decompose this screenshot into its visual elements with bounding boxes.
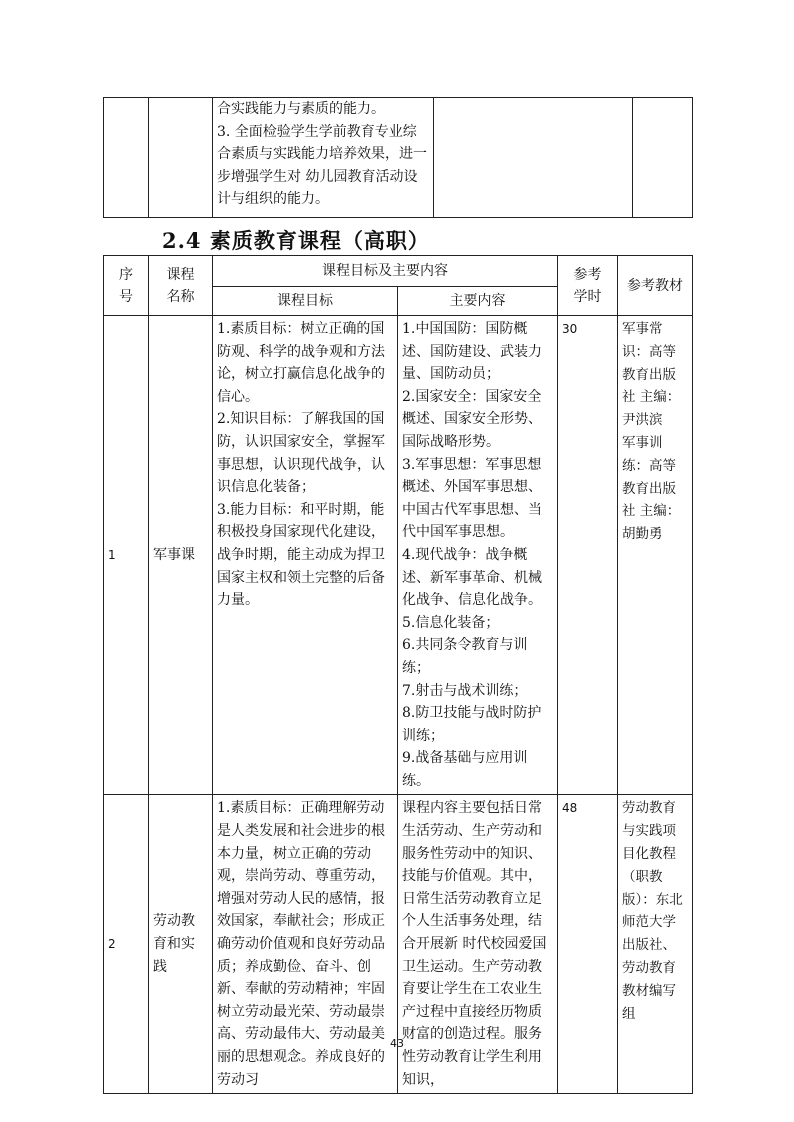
table-row [104,316,693,795]
textbook-text: 劳动教育与实践项目化教程（职教版）：东北师范大学出版社、劳动教育教材编写组 [622,800,683,1022]
goal-text: 1.素质目标：树立正确的国防观、科学的战争观和方法论，树立打赢信息化战争的信心。 2.知识目标：了解我国的国防，认识国家安全，掌握军事思想，认识现代战争，认识信息化装备； 3.能力目标：和平时期，能积极投身国家现代化建设，战争时期，能主动成为捍卫国家主权和领土完整的后备力量。 [217,321,385,609]
name-cell: 劳动教育和实践 [149,795,213,1094]
header-textbook: 参考教材 [618,256,693,316]
header-goal: 课程目标 [213,287,398,316]
header-row [104,256,693,287]
header-content: 主要内容 [398,287,558,316]
content-cell [398,316,558,795]
seq-cell: 1 [104,316,149,795]
textbook-cell [618,316,693,795]
textbook-text: 军事常识：高等教育出版社 主编：尹洪滨 军事训练：高等教育出版社 主编：胡勤勇 [622,321,681,543]
section-title: 2.4 素质教育课程（高职） [162,228,430,253]
hours-cell: 30 [558,316,618,795]
hours-cell [633,98,693,218]
goal-cell [213,98,434,218]
name-cell: 军事课 [149,316,213,795]
goal-text: 1.素质目标：正确理解劳动是人类发展和社会进步的根本力量，树立正确的劳动观，崇尚劳动、尊重劳动，增强对劳动人民的感情，报效国家，奉献社会；形成正确劳动价值观和良好劳动品质；养成勤俭、奋斗、创新、奉献的劳动精神；牢固树立劳动最光荣、劳动最崇高、劳动最伟大、劳动最美丽的思想观念。养成良好的劳动习 [217,800,385,1088]
seq-cell: 2 [104,795,149,1094]
hours-cell: 48 [558,795,618,1094]
seq-cell [104,98,149,218]
goal-cell [213,316,398,795]
name-cell [149,98,213,218]
page-number: 43 [390,1037,404,1050]
goal-text: 合实践能力与素质的能力。 3. 全面检验学生学前教育专业综合素质与实践能力培养效果，进一步增强学生对 幼儿园教育活动设计与组织的能力。 [217,101,427,208]
course-table [103,255,693,1094]
header-seq: 序号 [104,256,149,316]
continued-table [103,97,693,218]
header-name: 课程名称 [149,256,213,316]
content-text: 1.中国国防：国防概述、国防建设、武装力量、国防动员； 2.国家安全：国家安全概述、国家安全形势、国际战略形势。 3.军事思想：军事思想概述、外国军事思想、中国古代军事思想、当代中国军事思想。 4.现代战争：战争概述、新军事革命、机械化战争、信息化战争。 5.信息化装备； 6.共同条令教育与训练； 7.射击与战术训练； 8.防卫技能与战时防护训练； 9.战备基础与应用训练。 [402,321,542,789]
content-text: 课程内容主要包括日常生活劳动、生产劳动和服务性劳动中的知识、技能与价值观。其中，日常生活劳动教育立足个人生活事务处理，结合开展新 时代校园爱国卫生运动。生产劳动教育要让学生在工农业生产过程中直接经历物质财富的创造过程。服务性劳动教育让学生利用知识， [402,800,547,1088]
header-hours: 参考学时 [558,256,618,316]
content-cell [434,98,633,218]
header-goals-content: 课程目标及主要内容 [213,256,558,287]
table-row [104,98,693,218]
